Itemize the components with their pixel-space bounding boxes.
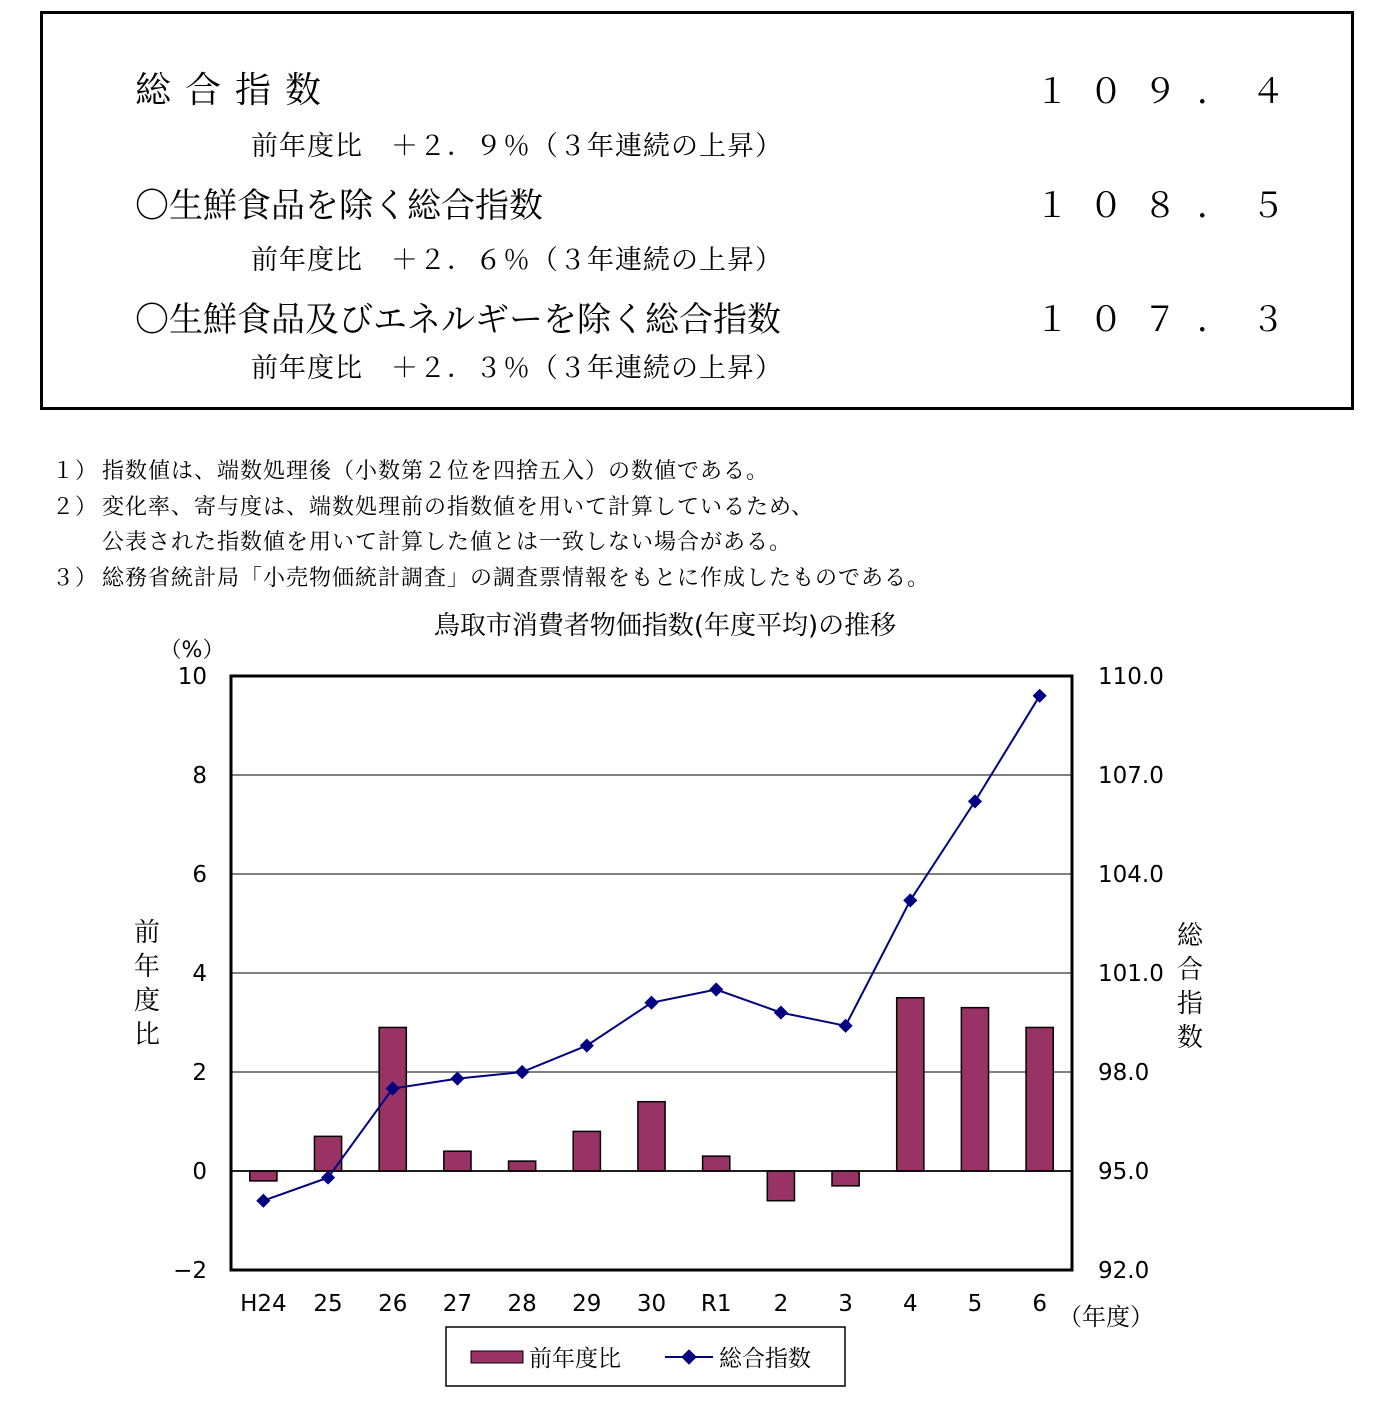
index-point-29 — [580, 1039, 594, 1053]
category-labels — [240, 1291, 1047, 1317]
bar-6 — [1026, 1027, 1053, 1171]
core-index-change: 前年度比 ＋２．６％（３年連続の上昇） — [251, 245, 783, 276]
index-point-3 — [839, 1019, 853, 1033]
right-tick-label: 92.0 — [1098, 1258, 1150, 1284]
note-text: 変化率、寄与度は、端数処理前の指数値を用いて計算しているため、 — [102, 495, 815, 520]
index-point-27 — [450, 1072, 464, 1086]
bar-2 — [767, 1171, 794, 1201]
axis-label-char: 指 — [1176, 989, 1204, 1019]
index-point-R1 — [709, 982, 723, 996]
index-point-5 — [968, 794, 982, 808]
category-label: 29 — [572, 1291, 602, 1317]
bar-5 — [961, 1008, 988, 1171]
bar-29 — [573, 1131, 600, 1171]
right-tick-label: 107.0 — [1098, 763, 1164, 789]
core-core-index-value: １０７．３ — [1035, 300, 1305, 340]
left-tick-label: 2 — [192, 1060, 207, 1086]
core-index-label: 〇生鮮食品を除く総合指数 — [135, 186, 543, 226]
left-axis-label — [134, 918, 160, 1050]
main-index-change: 前年度比 ＋２．９％（３年連続の上昇） — [251, 131, 783, 162]
left-tick-label: 4 — [192, 961, 207, 987]
index-point-28 — [515, 1065, 529, 1079]
left-tick-label: 8 — [192, 763, 207, 789]
axis-label-char: 数 — [1176, 1023, 1204, 1053]
left-tick-label: 10 — [177, 664, 207, 690]
right-axis-label — [1177, 921, 1204, 1053]
index-point-H24 — [256, 1194, 270, 1208]
bar-4 — [897, 998, 924, 1171]
legend — [446, 1327, 845, 1386]
category-label: 2 — [773, 1291, 789, 1317]
x-axis-label: （年度） — [1058, 1303, 1154, 1331]
axis-label-char: 年 — [133, 952, 161, 982]
legend-line-label: 総合指数 — [719, 1346, 811, 1372]
bar-26 — [379, 1027, 406, 1171]
category-label: 4 — [902, 1291, 918, 1317]
core-index-value: １０８．５ — [1035, 186, 1305, 226]
core-core-index-label: 〇生鮮食品及びエネルギーを除く総合指数 — [135, 300, 781, 340]
legend-bar-label: 前年度比 — [529, 1346, 621, 1372]
left-tick-label: 0 — [192, 1159, 207, 1185]
bar-28 — [509, 1161, 536, 1171]
index-point-2 — [774, 1006, 788, 1020]
left-tick-label: 6 — [192, 862, 207, 888]
axis-label-char: 総 — [1176, 921, 1204, 951]
right-tick-label: 98.0 — [1098, 1060, 1150, 1086]
bar-30 — [638, 1102, 665, 1171]
note-number: ２） — [52, 495, 99, 520]
main-index-label: 総合指数 — [135, 70, 336, 111]
category-label: 30 — [636, 1291, 667, 1317]
category-label: 5 — [967, 1291, 983, 1317]
right-tick-label: 95.0 — [1098, 1159, 1150, 1185]
index-point-30 — [644, 996, 658, 1010]
axis-label-char: 比 — [133, 1020, 161, 1050]
core-core-index-change: 前年度比 ＋２．３％（３年連続の上昇） — [251, 353, 783, 384]
note-number: １） — [52, 459, 99, 484]
bar-R1 — [703, 1156, 730, 1171]
bar-27 — [444, 1151, 471, 1171]
axis-label-char: 度 — [133, 986, 161, 1016]
legend-bar-swatch — [471, 1351, 523, 1363]
right-tick-label: 110.0 — [1098, 664, 1164, 690]
note-text: 総務省統計局「小売物価統計調査」の調査票情報をもとに作成したものである。 — [102, 566, 931, 591]
left-axis-ticks — [173, 664, 207, 1284]
axis-label-char: 前 — [133, 918, 161, 948]
bar-H24 — [250, 1171, 277, 1181]
left-tick-label: −2 — [173, 1258, 207, 1284]
y-axis-unit: （%） — [159, 638, 225, 663]
category-label: R1 — [700, 1291, 732, 1317]
index-point-25 — [321, 1171, 335, 1185]
axis-label-char: 合 — [1176, 955, 1204, 985]
main-index-value: １０９．４ — [1035, 72, 1305, 112]
right-axis-ticks — [1098, 664, 1164, 1284]
category-label: 6 — [1032, 1291, 1047, 1317]
category-label: 28 — [507, 1291, 537, 1317]
right-tick-label: 104.0 — [1098, 862, 1164, 888]
category-label: 25 — [313, 1291, 343, 1317]
chart-title: 鳥取市消費者物価指数(年度平均)の推移 — [433, 611, 897, 641]
note-number: ３） — [52, 566, 99, 591]
note-text: 指数値は、端数処理後（小数第２位を四捨五入）の数値である。 — [102, 459, 770, 484]
note-text: 公表された指数値を用いて計算した値とは一致しない場合がある。 — [102, 530, 793, 555]
category-label: 27 — [442, 1291, 473, 1317]
index-point-4 — [903, 893, 917, 907]
index-point-6 — [1033, 689, 1047, 703]
category-label: 26 — [378, 1291, 408, 1317]
bar-3 — [832, 1171, 859, 1186]
category-label: H24 — [240, 1291, 287, 1317]
right-tick-label: 101.0 — [1098, 961, 1164, 987]
category-label: 3 — [838, 1291, 853, 1317]
